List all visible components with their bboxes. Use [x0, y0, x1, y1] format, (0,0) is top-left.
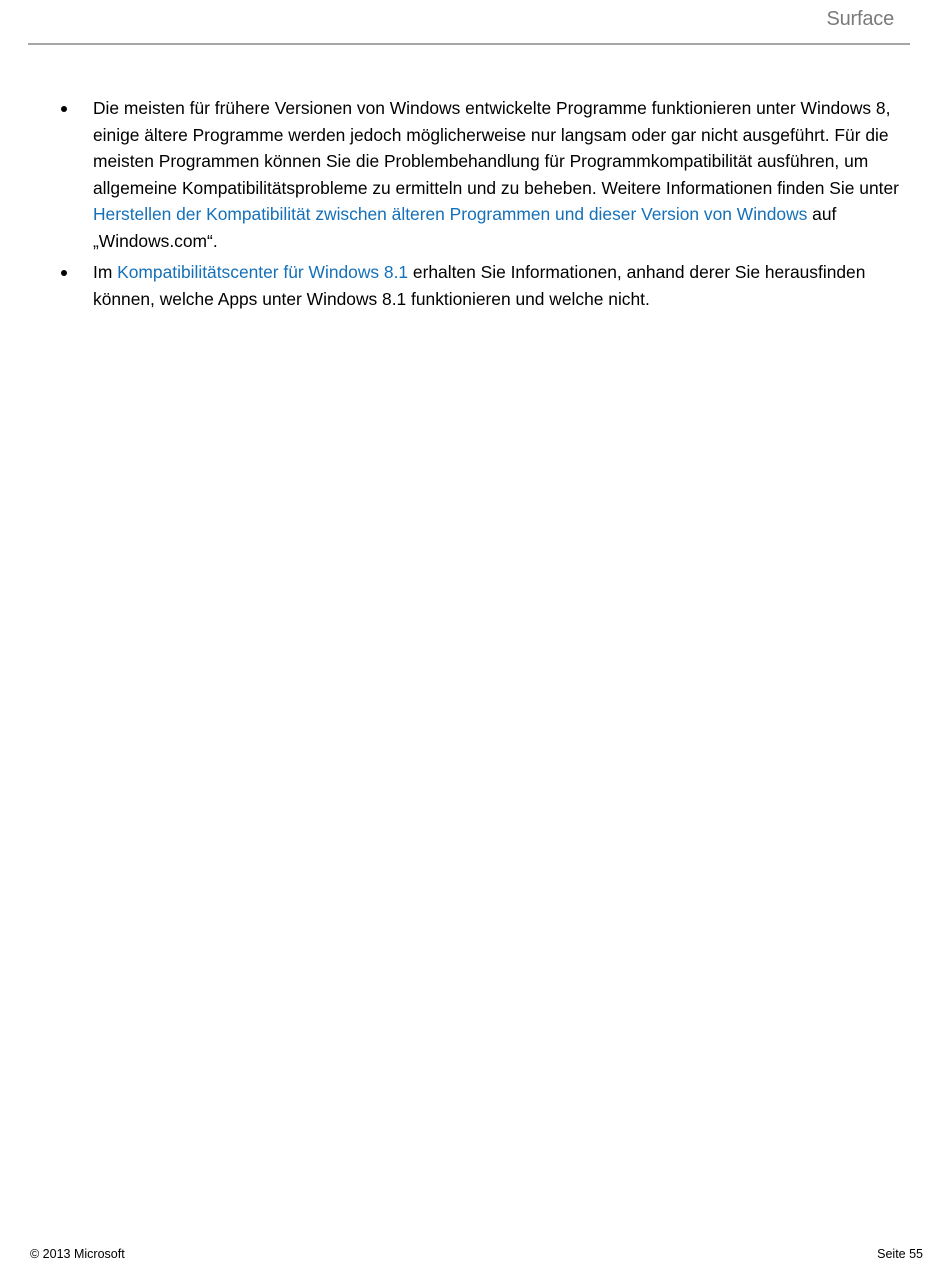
compatibility-center-link[interactable]: Kompatibilitätscenter für Windows 8.1 [117, 262, 409, 282]
list-item-compatibility [60, 95, 910, 254]
compatibility-link[interactable]: Herstellen der Kompatibilität zwischen älteren Programmen und dieser Version von Windows [93, 204, 808, 224]
header-divider [28, 43, 910, 45]
bullet-icon [61, 106, 67, 112]
list-item-text: auf „Windows.com“. [93, 204, 837, 251]
list-item-text: erhalten Sie Informationen, anhand derer Sie herausfinden können, welche Apps unter Windows 8.1 funktionieren und welche nicht. [93, 262, 866, 309]
footer-copyright: © 2013 Microsoft [30, 1247, 125, 1261]
footer-page-number: Seite 55 [877, 1247, 923, 1261]
list-item-text: Die meisten für frühere Versionen von Windows entwickelte Programme funktionieren unter Windows 8, einige ältere Programme werden jedoch möglicherweise nur langsam oder gar nicht ausgeführt. Für die meisten Programmen können Sie die Problembehandlung für Programmkompatibilität ausführen, um allgemeine Kompatibilitätsprobleme zu ermitteln und zu beheben. Weitere Informationen finden Sie unter [93, 98, 899, 198]
bullet-list [60, 95, 910, 312]
bullet-icon [61, 270, 67, 276]
list-item-compatibility-center [60, 259, 910, 312]
header-brand: Surface [826, 8, 894, 30]
list-item-text: Im [93, 262, 118, 282]
document-body [60, 95, 910, 317]
